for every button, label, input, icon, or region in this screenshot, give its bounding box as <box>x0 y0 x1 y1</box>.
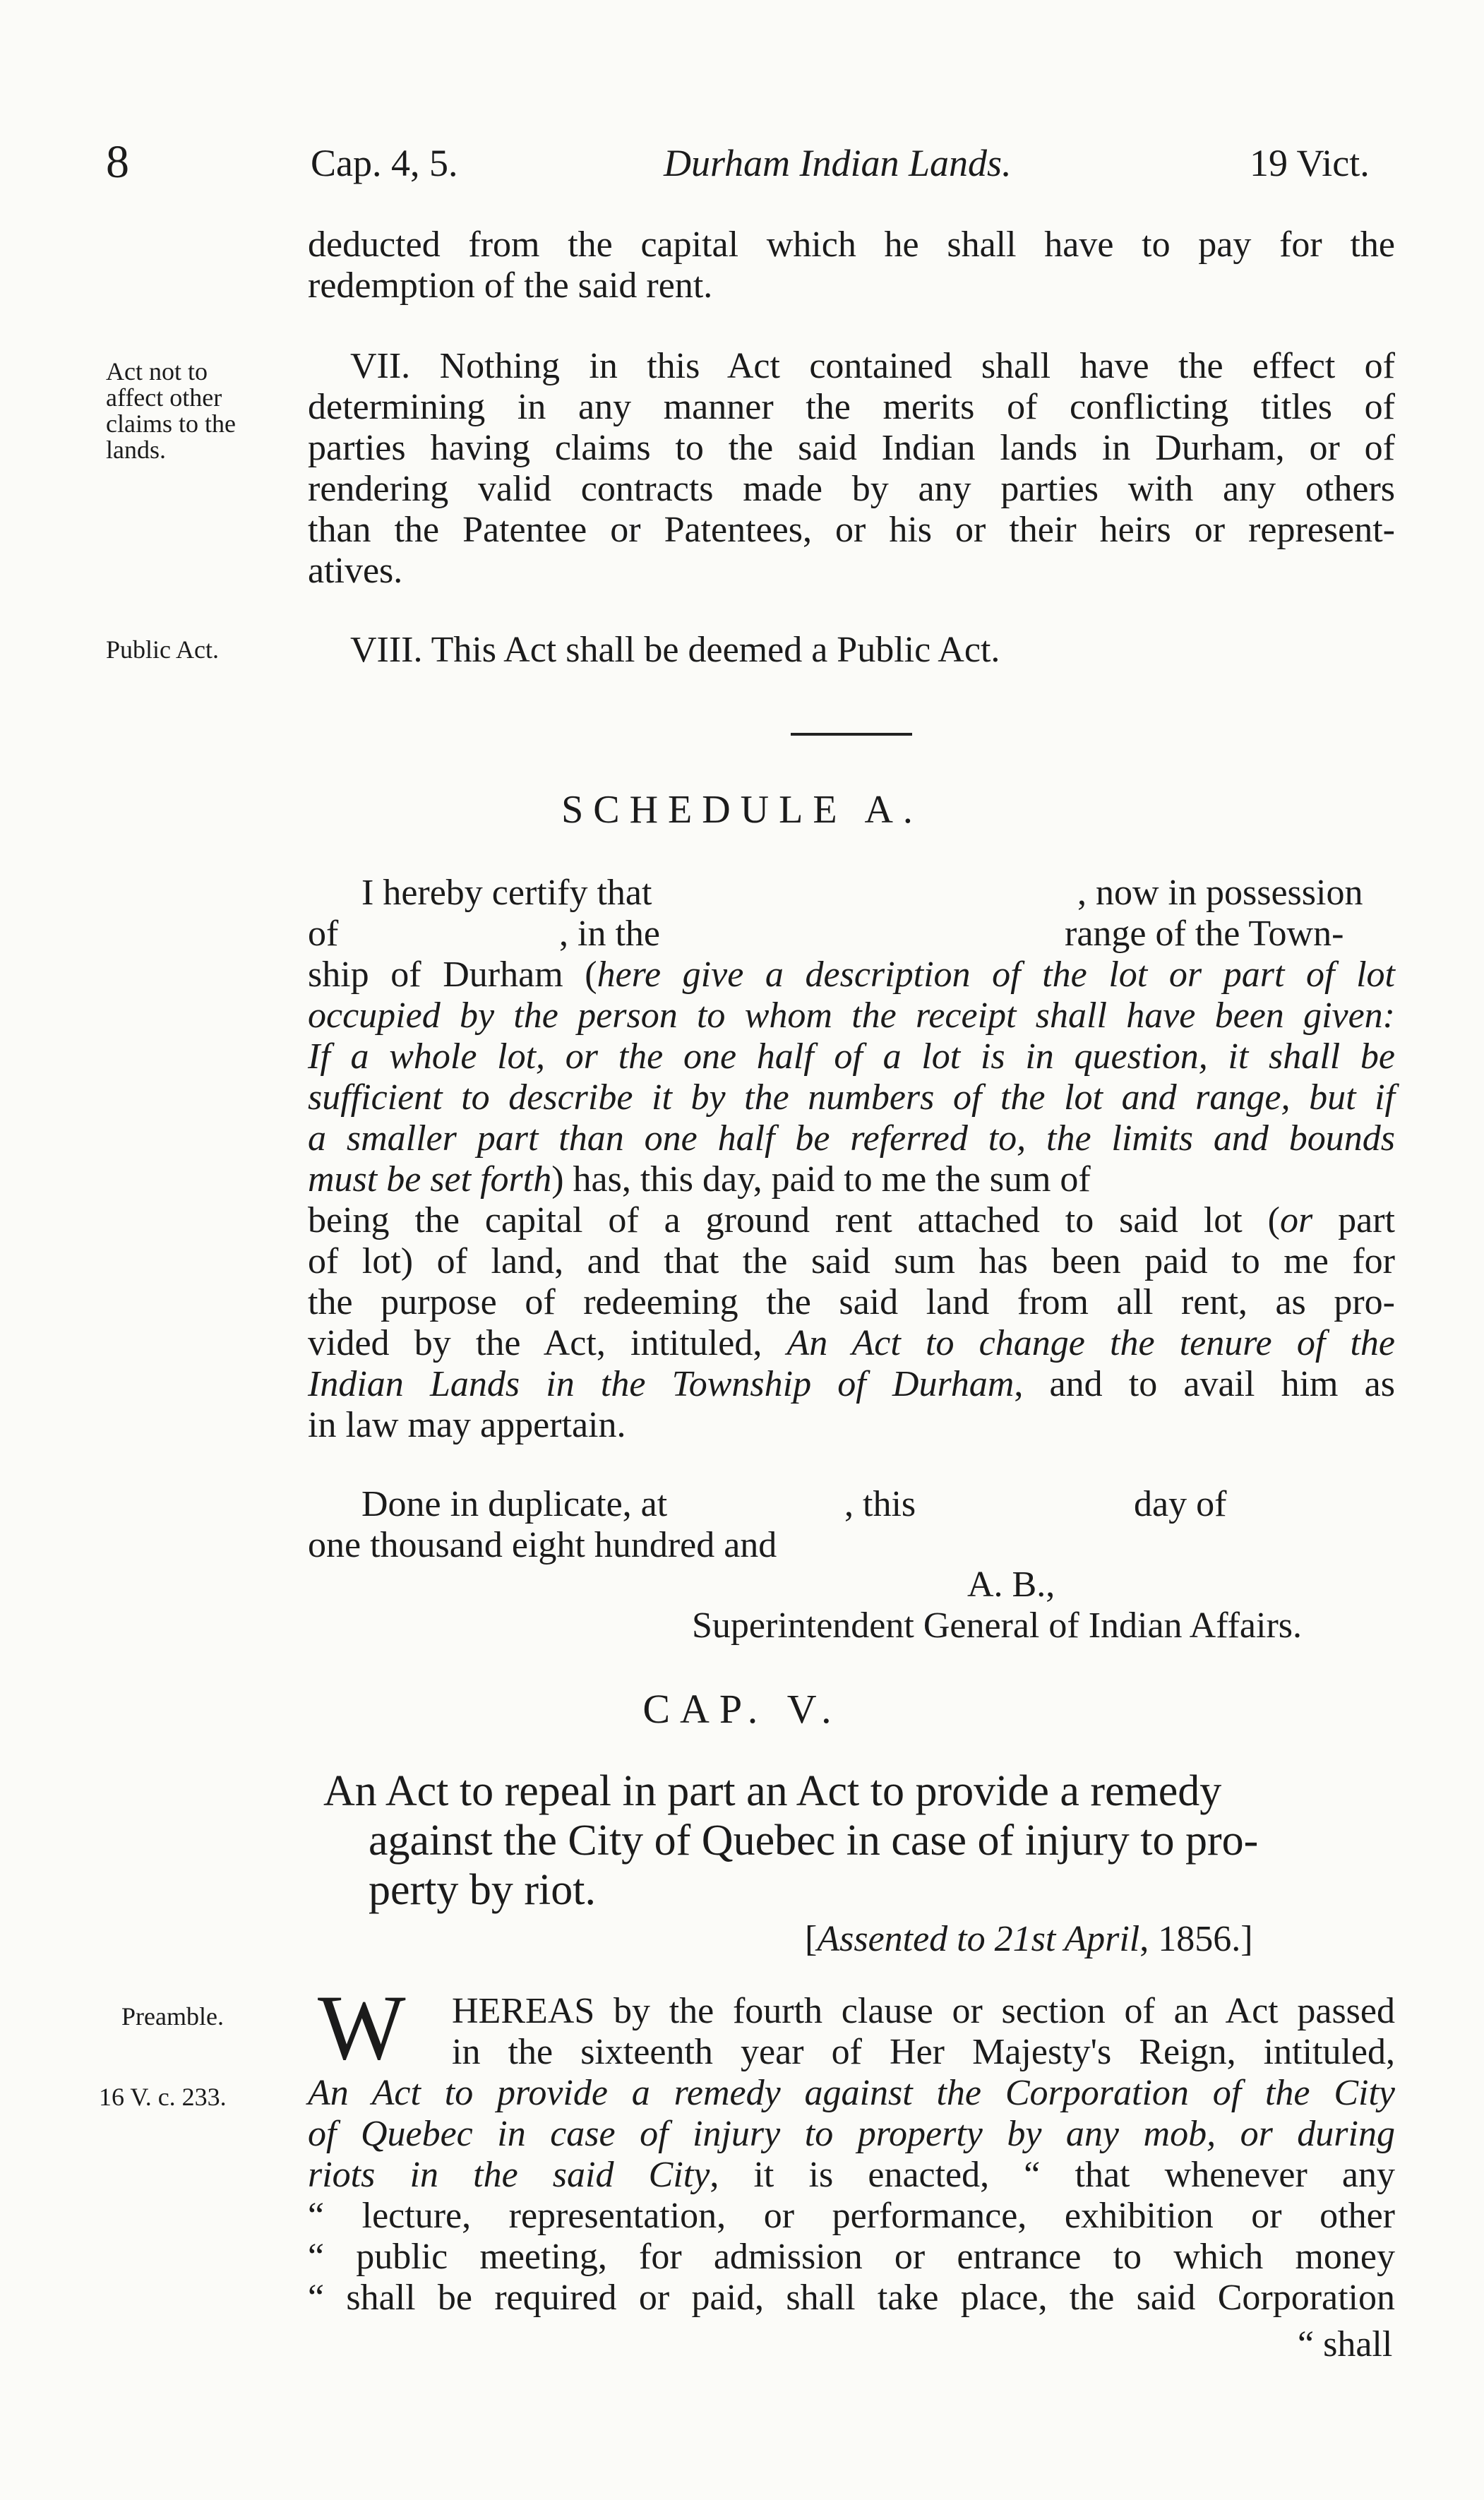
text-line: VII. Nothing in this Act contained shall have the effect of <box>350 346 1395 386</box>
preamble-paragraph <box>308 1991 1395 2319</box>
text-line: rendering valid contracts made by any parties with any others <box>308 469 1395 509</box>
text-line: deducted from the capital which he shall have to pay for the <box>308 225 1395 265</box>
text-line: Indian Lands in the Township of Durham, and to avail him as <box>308 1364 1396 1404</box>
section-divider <box>791 733 912 736</box>
schedule-certificate <box>308 873 1395 1446</box>
text-line: I hereby certify that , now in possession <box>361 873 1363 913</box>
text-line: must be set forth) has, this day, paid to me the sum of <box>308 1159 1091 1200</box>
text-line: “ public meeting, for admission or entrance to which money <box>308 2237 1395 2277</box>
signatory-title: Superintendent General of Indian Affairs. <box>692 1605 1302 1646</box>
side-note-section-8: Public Act. <box>106 635 219 664</box>
drop-cap: W <box>318 1975 406 2079</box>
text-line: redemption of the said rent. <box>308 265 713 306</box>
header-year: 19 Vict. <box>1250 142 1370 184</box>
text-line: of , in the range of the Town- <box>308 914 1344 954</box>
text-line: the purpose of redeeming the said land from all rent, as pro- <box>308 1282 1395 1322</box>
text-line: An Act to provide a remedy against the Corporation of the City <box>308 2073 1395 2113</box>
header-cap: Cap. 4, 5. <box>311 142 458 184</box>
text-line: vided by the Act, intituled, An Act to change the tenure of the <box>308 1323 1395 1363</box>
side-note-statute-reference: 16 V. c. 233. <box>99 2083 227 2111</box>
cap-5-heading: CAP. V. <box>642 1686 842 1732</box>
text-line: one thousand eight hundred and <box>308 1525 777 1565</box>
assent-date: [Assented to 21st April, 1856.] <box>805 1919 1253 1959</box>
text-line: HEREAS by the fourth clause or section of an Act passed <box>452 1991 1395 2031</box>
text-line: occupied by the person to whom the receipt shall have been given: <box>308 995 1395 1036</box>
text-line: in the sixteenth year of Her Majesty's Reign, intituled, <box>452 2032 1395 2072</box>
cap-5-title <box>323 1766 1411 1915</box>
catchword: “ shall <box>1298 2324 1393 2364</box>
text-line: a smaller part than one half be referred to, the limits and bounds <box>308 1118 1395 1159</box>
side-note-preamble: Preamble. <box>121 2002 224 2030</box>
title-line: perty by riot. <box>369 1866 596 1914</box>
text-line: determining in any manner the merits of conflicting titles of <box>308 387 1395 427</box>
page-number: 8 <box>106 136 129 188</box>
side-note-section-7: Act not to affect other claims to the lands. <box>106 357 236 464</box>
text-line: ship of Durham (here give a description of the lot or part of lot <box>308 955 1395 995</box>
text-line: Done in duplicate, at , this day of <box>361 1484 1227 1524</box>
continuation-paragraph <box>308 225 1395 306</box>
text-line: in law may appertain. <box>308 1405 626 1445</box>
section-7-paragraph <box>308 346 1395 592</box>
section-8-text: VIII. This Act shall be deemed a Public Act. <box>350 630 1000 670</box>
header-title: Durham Indian Lands. <box>664 142 1012 184</box>
title-line: An Act to repeal in part an Act to provide a remedy <box>323 1767 1222 1815</box>
text-line: riots in the said City, it is enacted, “ that whenever any <box>308 2155 1395 2195</box>
text-line: “ shall be required or paid, shall take place, the said Corporation <box>308 2278 1395 2318</box>
schedule-date-line <box>308 1484 1395 1566</box>
text-line: atives. <box>308 551 403 591</box>
text-line: parties having claims to the said Indian lands in Durham, or of <box>308 428 1395 468</box>
text-line: sufficient to describe it by the numbers of the lot and range, but if <box>308 1077 1395 1118</box>
text-line: of lot) of land, and that the said sum has been paid to me for <box>308 1241 1395 1281</box>
text-line: than the Patentee or Patentees, or his or their heirs or represent- <box>308 510 1395 550</box>
schedule-heading: SCHEDULE A. <box>561 788 923 832</box>
text-line: of Quebec in case of injury to property by any mob, or during <box>308 2114 1395 2154</box>
text-line: If a whole lot, or the one half of a lot is in question, it shall be <box>308 1036 1395 1077</box>
signatory-name: A. B., <box>967 1565 1055 1605</box>
title-line: against the City of Quebec in case of injury to pro- <box>369 1817 1259 1865</box>
text-line: being the capital of a ground rent attached to said lot (or part <box>308 1200 1395 1240</box>
text-line: “ lecture, representation, or performance, exhibition or other <box>308 2196 1395 2236</box>
